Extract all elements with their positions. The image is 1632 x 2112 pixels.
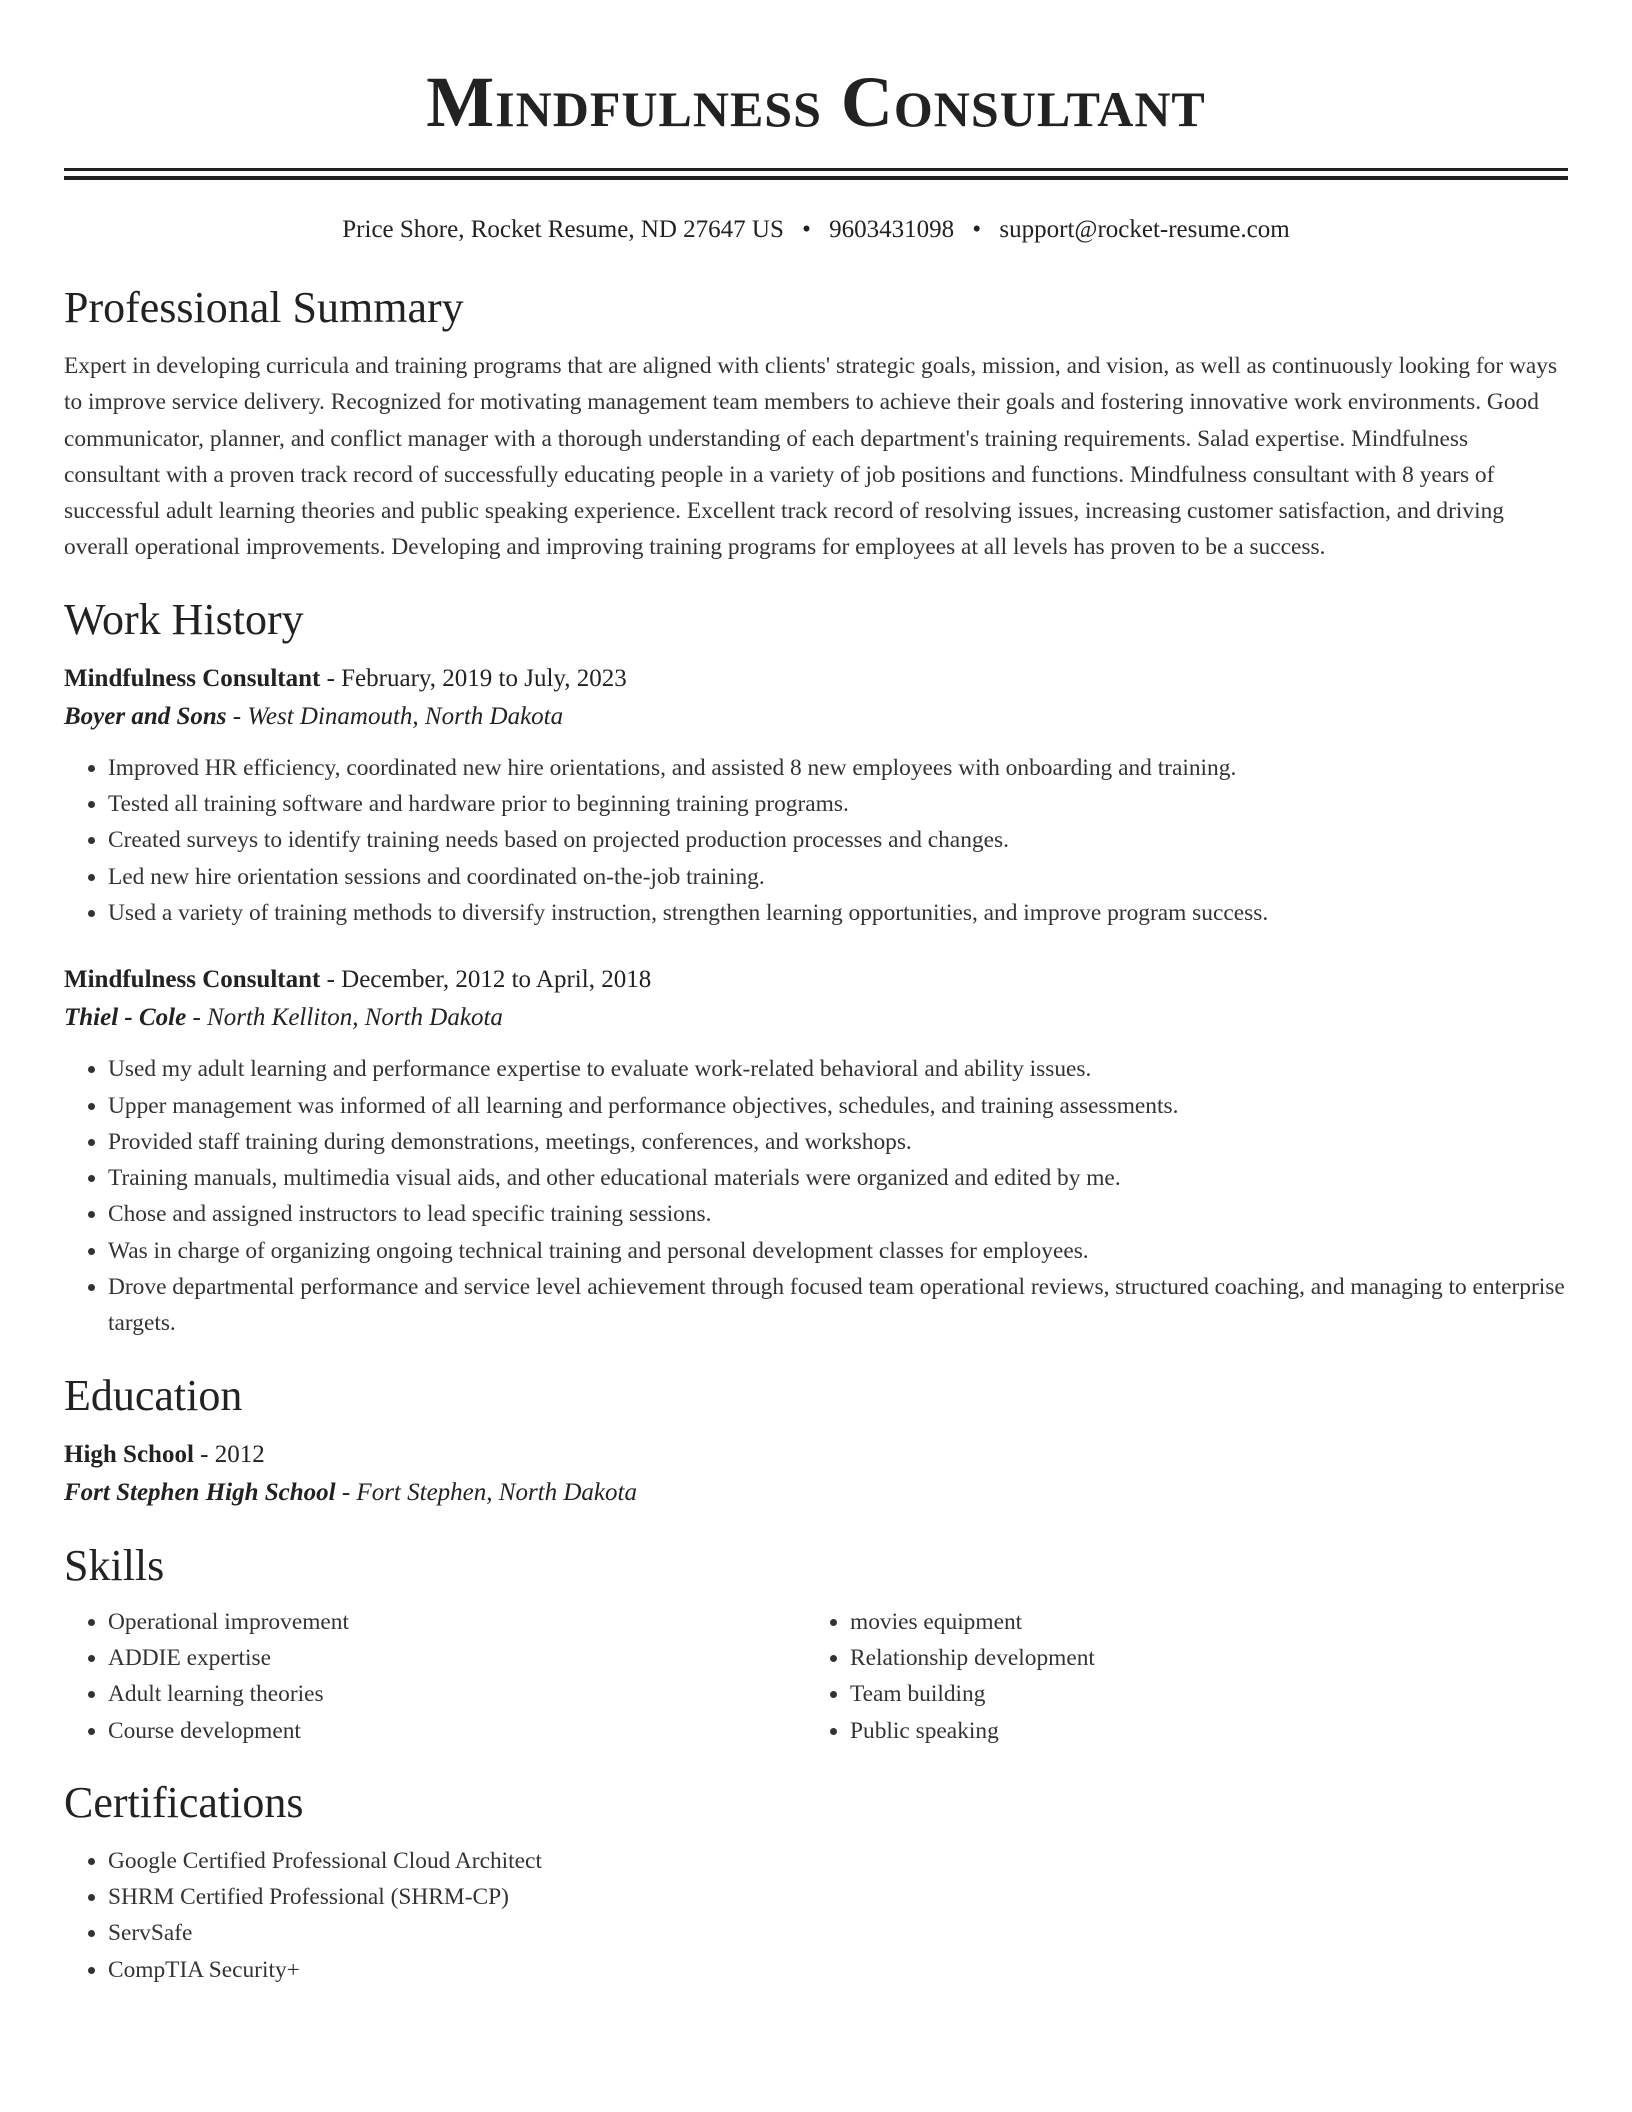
- skill-item: • Public speaking: [850, 1713, 1548, 1749]
- skills-grid: [64, 1604, 1568, 1749]
- job-entry: [64, 961, 1568, 1341]
- certifications-heading: Certifications: [64, 1777, 304, 1827]
- education-degree: High School: [64, 1440, 194, 1468]
- education-school: Fort Stephen High School: [64, 1478, 336, 1506]
- skill-item: • ADDIE expertise: [108, 1640, 806, 1676]
- job-bullet: • Improved HR efficiency, coordinated new hire orientations, and assisted 8 new employees with onboarding and training.: [108, 750, 1568, 786]
- certification-item: • Google Certified Professional Cloud Architect: [108, 1843, 1568, 1879]
- job-title: Mindfulness Consultant: [64, 966, 321, 994]
- job-bullets: [64, 750, 1568, 931]
- job-bullet: • Upper management was informed of all learning and performance objectives, schedules, and training assessments.: [108, 1088, 1568, 1124]
- job-bullet: • Chose and assigned instructors to lead specific training sessions.: [108, 1196, 1568, 1232]
- job-title: Mindfulness Consultant: [64, 664, 321, 692]
- job-location: - West Dinamouth, North Dakota: [226, 702, 564, 730]
- certifications-list: [64, 1843, 1568, 1988]
- job-employer: [64, 698, 1568, 736]
- header-divider: [64, 168, 1568, 180]
- job-header: [64, 961, 1568, 999]
- education-header: [64, 1436, 1568, 1474]
- education-location: - Fort Stephen, North Dakota: [335, 1478, 637, 1506]
- certification-item: • SHRM Certified Professional (SHRM-CP): [108, 1879, 1568, 1915]
- certification-item: • ServSafe: [108, 1915, 1568, 1951]
- contact-separator: •: [802, 216, 811, 243]
- education-entry: [64, 1436, 1568, 1512]
- job-bullet: • Training manuals, multimedia visual aids, and other educational materials were organized and edited by me.: [108, 1160, 1568, 1196]
- job-company: Boyer and Sons: [64, 702, 227, 730]
- job-bullet: • Provided staff training during demonstrations, meetings, conferences, and workshops.: [108, 1124, 1568, 1160]
- contact-separator: •: [972, 216, 982, 243]
- summary-heading: Professional Summary: [64, 283, 464, 332]
- education-year: - 2012: [193, 1440, 265, 1468]
- contact-email: support@rocket-resume.com: [999, 216, 1290, 243]
- education-heading: Education: [64, 1370, 243, 1420]
- contact-phone: 9603431098: [829, 216, 955, 243]
- education-school-line: [64, 1474, 1568, 1512]
- job-header: [64, 660, 1568, 698]
- job-entry: [64, 660, 1568, 931]
- skills-heading: Skills: [64, 1540, 165, 1590]
- job-bullet: • Used my adult learning and performance expertise to evaluate work-related behavioral and ability issues.: [108, 1051, 1568, 1087]
- summary-text: Expert in developing curricula and training programs that are aligned with clients' strategic goals, mission, and vision, as well as continuously looking for ways to improve service delivery. Recognized for motivating management team members to achieve their goals and fostering innovative work environments. Good communicator, planner, and conflict manager with a thorough understanding of each department's training requirements. Salad expertise. Mindfulness consultant with a proven track record of successfully educating people in a variety of job positions and functions. Mindfulness consultant with 8 years of successful adult learning theories and public speaking experience. Excellent track record of resolving issues, increasing customer satisfaction, and driving overall operational improvements. Developing and improving training programs for employees at all levels has proven to be a success.: [64, 353, 1558, 561]
- skill-item: • movies equipment: [850, 1604, 1548, 1640]
- job-location: - North Kelliton, North Dakota: [186, 1004, 503, 1032]
- job-bullet: • Created surveys to identify training needs based on projected production processes and changes.: [108, 822, 1568, 858]
- skill-item: • Adult learning theories: [108, 1676, 806, 1712]
- job-dates: - December, 2012 to April, 2018: [320, 966, 652, 994]
- skills-column-left: [64, 1604, 806, 1749]
- contact-address: Price Shore, Rocket Resume, ND 27647 US: [342, 216, 784, 243]
- candidate-name: Mindfulness Consultant: [426, 62, 1206, 142]
- job-bullet: • Tested all training software and hardware prior to beginning training programs.: [108, 786, 1568, 822]
- skills-column-right: [806, 1604, 1548, 1749]
- skill-item: • Course development: [108, 1713, 806, 1749]
- skill-item: • Relationship development: [850, 1640, 1548, 1676]
- job-bullet: • Used a variety of training methods to diversify instruction, strengthen learning opportunities, and improve program success.: [108, 895, 1568, 931]
- job-company: Thiel - Cole: [64, 1004, 187, 1032]
- job-bullet: • Drove departmental performance and service level achievement through focused team operational reviews, structured coaching, and managing to enterprise targets.: [108, 1269, 1568, 1342]
- job-employer: [64, 999, 1568, 1037]
- skill-item: • Team building: [850, 1676, 1548, 1712]
- job-bullet: • Was in charge of organizing ongoing technical training and personal development classes for employees.: [108, 1233, 1568, 1269]
- job-dates: - February, 2019 to July, 2023: [320, 664, 627, 692]
- certification-item: • CompTIA Security+: [108, 1952, 1568, 1988]
- job-bullet: • Led new hire orientation sessions and coordinated on-the-job training.: [108, 859, 1568, 895]
- contact-line: [64, 214, 1568, 246]
- work-history-heading: Work History: [64, 594, 304, 644]
- job-bullets: [64, 1051, 1568, 1341]
- skill-item: • Operational improvement: [108, 1604, 806, 1640]
